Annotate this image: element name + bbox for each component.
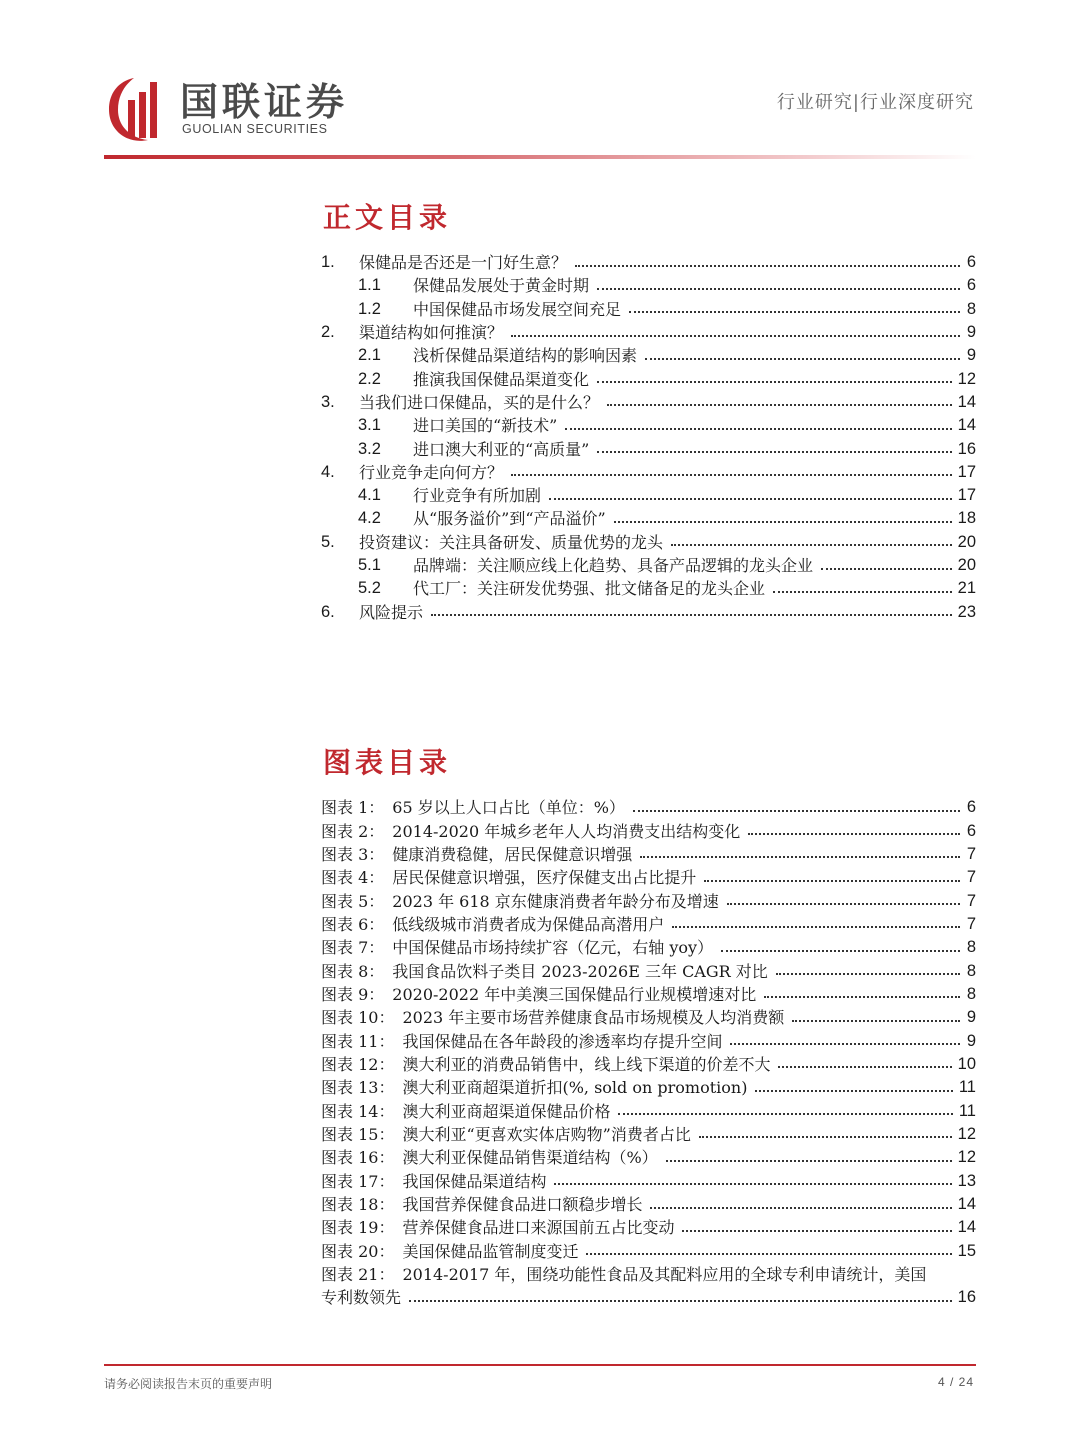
figure-label: 图表 20：: [321, 1241, 395, 1261]
dot-leader: [645, 346, 960, 360]
figure-label: 图表 16：: [321, 1148, 395, 1168]
toc-number: 5.1: [358, 556, 381, 574]
dot-leader: [597, 369, 952, 383]
brand-name-en: GUOLIAN SECURITIES: [182, 122, 328, 136]
dot-leader: [764, 984, 960, 998]
figure-label: 图表 9：: [321, 984, 385, 1004]
dot-leader: [699, 1124, 952, 1138]
brand-name-cn: 国联证券: [180, 80, 349, 124]
figure-title: 2014-2020 年城乡老年人人均消费支出结构变化: [392, 821, 741, 841]
figure-page: 7: [966, 868, 976, 887]
dot-leader: [727, 891, 960, 905]
figure-entry[interactable]: [321, 866, 976, 889]
figure-page: 8: [966, 938, 976, 957]
toc-page: 8: [966, 299, 976, 318]
figure-page: 7: [966, 914, 976, 933]
footer-disclaimer: 请务必阅读报告末页的重要声明: [104, 1377, 273, 1391]
figure-label: 图表 4：: [321, 868, 385, 888]
toc-number: 2.: [321, 323, 335, 342]
toc-entry-title: 渠道结构如何推演？: [359, 323, 504, 343]
figure-label: 图表 10：: [321, 1008, 395, 1028]
toc-entry[interactable]: [321, 461, 976, 484]
figure-entry[interactable]: [321, 1170, 976, 1193]
figure-label: 图表 3：: [321, 844, 385, 864]
figure-title: 中国保健品市场持续扩容（亿元，右轴 yoy）: [392, 938, 714, 958]
figure-title: 美国保健品监管制度变迁: [402, 1241, 579, 1261]
toc-entry-title: 从“服务溢价”到“产品溢价”: [413, 509, 606, 529]
figure-entry-last-line1[interactable]: [321, 1263, 976, 1286]
figure-entry[interactable]: [321, 1099, 976, 1122]
page-indicator: 4 / 24: [937, 1375, 974, 1389]
figure-page: 7: [966, 844, 976, 863]
toc-page: 12: [957, 369, 976, 388]
toc-page: 14: [957, 392, 976, 411]
dot-leader: [773, 579, 952, 593]
dot-leader: [409, 1288, 952, 1302]
toc-page: 17: [957, 462, 976, 481]
figure-label: 图表 21：: [321, 1265, 395, 1285]
toc-number: 3.2: [358, 439, 381, 458]
toc-entry[interactable]: [321, 531, 976, 554]
toc-entry[interactable]: [321, 577, 976, 600]
dot-leader: [607, 392, 952, 406]
toc-entry-title: 行业竞争走向何方？: [359, 462, 504, 482]
toc-entry-title: 代工厂：关注研发优势强、批文储备足的龙头企业: [413, 579, 766, 599]
figure-page: 6: [966, 798, 976, 817]
toc-number: 1.: [321, 253, 335, 272]
toc-entry-title: 进口美国的“新技术”: [413, 416, 558, 436]
figure-title: 低线级城市消费者成为保健品高潜用户: [392, 914, 665, 934]
toc-entry[interactable]: [321, 344, 976, 367]
dot-leader: [614, 509, 952, 523]
toc-entry[interactable]: [321, 507, 976, 530]
figure-title: 2023 年 618 京东健康消费者年龄分布及增速: [392, 891, 719, 911]
footer-divider: [104, 1364, 976, 1366]
figure-title: 我国食品饮料子类目 2023-2026E 三年 CAGR 对比: [392, 961, 768, 981]
figure-page: 9: [966, 1031, 976, 1050]
figure-entry[interactable]: [321, 936, 976, 959]
figure-label: 图表 1：: [321, 798, 385, 818]
dot-leader: [704, 868, 960, 882]
dot-leader: [682, 1218, 951, 1232]
figure-title: 澳大利亚“更喜欢实体店购物”消费者占比: [402, 1124, 691, 1144]
toc-list: [321, 251, 976, 624]
figure-title: 澳大利亚商超渠道折扣(%, sold on promotion): [402, 1078, 748, 1098]
figure-page: 14: [957, 1195, 976, 1214]
dot-leader: [730, 1031, 960, 1045]
figure-page: 11: [958, 1078, 976, 1097]
toc-entry-title: 行业竞争有所加剧: [413, 486, 542, 506]
figure-title: 2020-2022 年中美澳三国保健品行业规模增速对比: [392, 984, 757, 1004]
figure-entry[interactable]: [321, 819, 976, 842]
dot-leader: [672, 914, 960, 928]
figure-entry[interactable]: [321, 1216, 976, 1239]
toc-page: 23: [957, 602, 976, 621]
toc-entry[interactable]: [321, 484, 976, 507]
dot-leader: [597, 276, 960, 290]
dot-leader: [650, 1195, 951, 1209]
toc-entry[interactable]: [321, 298, 976, 321]
figure-label: 图表 8：: [321, 961, 385, 981]
dot-leader: [565, 416, 951, 430]
toc-page: 17: [957, 486, 976, 505]
toc-entry[interactable]: [321, 274, 976, 297]
dot-leader: [586, 1241, 951, 1255]
figure-page: 8: [966, 984, 976, 1003]
figure-page: 16: [957, 1288, 976, 1307]
figure-page: 7: [966, 891, 976, 910]
figure-entry[interactable]: [321, 959, 976, 982]
figure-entry[interactable]: [321, 843, 976, 866]
toc-entry-title: 浅析保健品渠道结构的影响因素: [413, 346, 638, 366]
dot-leader: [671, 532, 952, 546]
toc-entry-title: 品牌端：关注顺应线上化趋势、具备产品逻辑的龙头企业: [413, 556, 814, 575]
figure-entry[interactable]: [321, 1123, 976, 1146]
toc-entry[interactable]: [321, 321, 976, 344]
header-divider: [104, 155, 976, 159]
figure-title: 我国保健品在各年龄段的渗透率均存提升空间: [402, 1031, 723, 1051]
toc-entry[interactable]: [321, 251, 976, 274]
dot-leader: [666, 1148, 952, 1162]
figure-label: 图表 14：: [321, 1101, 395, 1121]
toc-page: 21: [957, 579, 976, 598]
toc-number: 4.1: [358, 486, 381, 505]
dot-leader: [776, 961, 960, 975]
toc-page: 14: [957, 416, 976, 435]
toc-number: 1.1: [358, 276, 381, 295]
toc-entry-title: 进口澳大利亚的“高质量”: [413, 439, 590, 459]
figure-title: 我国保健品渠道结构: [402, 1171, 547, 1191]
figure-label: 图表 5：: [321, 891, 385, 911]
figure-page: 15: [957, 1241, 976, 1260]
toc-entry-title: 中国保健品市场发展空间充足: [413, 299, 622, 319]
figure-page: 10: [957, 1054, 976, 1073]
figure-label: 图表 11：: [321, 1031, 395, 1051]
figure-title: 澳大利亚保健品销售渠道结构（%）: [402, 1148, 658, 1168]
dot-leader: [618, 1101, 952, 1115]
figure-title: 健康消费稳健，居民保健意识增强: [392, 844, 633, 864]
figure-title: 我国营养保健食品进口额稳步增长: [402, 1195, 643, 1215]
figure-title: 65 岁以上人口占比（单位：%）: [392, 798, 625, 818]
toc-page: 6: [966, 253, 976, 272]
dot-leader: [431, 602, 952, 616]
toc-page: 20: [957, 556, 976, 574]
guolian-logo-icon: [104, 74, 166, 146]
figure-entry[interactable]: [321, 1146, 976, 1169]
figure-entry[interactable]: [321, 1193, 976, 1216]
toc-page: 20: [957, 532, 976, 551]
report-type: 行业研究|行业深度研究: [776, 92, 974, 113]
toc-page: 18: [957, 509, 976, 528]
figure-page: 13: [957, 1171, 976, 1190]
toc-entry[interactable]: [321, 554, 976, 577]
figure-entry[interactable]: [321, 889, 976, 912]
toc-number: 5.2: [358, 579, 381, 598]
toc-number: 2.1: [358, 346, 381, 365]
figure-entry[interactable]: [321, 1240, 976, 1263]
toc-number: 4.2: [358, 509, 381, 528]
figure-label: 图表 6：: [321, 914, 385, 934]
toc-entry[interactable]: [321, 600, 976, 623]
figure-page: 12: [957, 1124, 976, 1143]
toc-entry[interactable]: [321, 437, 976, 460]
figure-title: 澳大利亚商超渠道保健品价格: [402, 1101, 611, 1121]
toc-page: 6: [966, 276, 976, 295]
toc-number: 4.: [321, 462, 335, 481]
toc-number: 5.: [321, 532, 335, 551]
toc-title: 正文目录: [323, 201, 452, 234]
figure-label: 图表 19：: [321, 1218, 395, 1238]
figures-title: 图表目录: [323, 746, 452, 779]
dot-leader: [554, 1171, 951, 1185]
figure-entry[interactable]: [321, 913, 976, 936]
toc-entry-title: 保健品是否还是一门好生意？: [359, 253, 568, 273]
figure-title: 营养保健食品进口来源国前五占比变动: [402, 1218, 675, 1238]
toc-entry-title: 推演我国保健品渠道变化: [413, 369, 590, 389]
figure-page: 14: [957, 1218, 976, 1237]
toc-entry[interactable]: [321, 391, 976, 414]
figure-label: 图表 2：: [321, 821, 385, 841]
toc-page: 9: [966, 323, 976, 342]
dot-leader: [629, 299, 960, 313]
figure-entry[interactable]: [321, 1029, 976, 1052]
figure-label: 图表 15：: [321, 1124, 395, 1144]
figure-page: 8: [966, 961, 976, 980]
figure-page: 6: [966, 821, 976, 840]
toc-entry[interactable]: [321, 367, 976, 390]
toc-entry-title: 风险提示: [359, 602, 424, 622]
dot-leader: [821, 556, 952, 570]
figure-title: 2023 年主要市场营养健康食品市场规模及人均消费额: [402, 1008, 785, 1028]
toc-number: 1.2: [358, 299, 381, 318]
figure-page: 12: [957, 1148, 976, 1167]
dot-leader: [778, 1054, 951, 1068]
figure-label: 图表 12：: [321, 1054, 395, 1074]
figure-entry[interactable]: [321, 1006, 976, 1029]
figures-list: [321, 796, 976, 1310]
dot-leader: [633, 798, 960, 812]
dot-leader: [640, 844, 960, 858]
toc-page: 16: [957, 439, 976, 458]
toc-entry-title: 当我们进口保健品，买的是什么？: [359, 392, 600, 412]
figure-page: 9: [966, 1008, 976, 1027]
toc-page: 9: [966, 346, 976, 365]
toc-entry[interactable]: [321, 414, 976, 437]
dot-leader: [755, 1078, 952, 1092]
figure-title: 居民保健意识增强，医疗保健支出占比提升: [392, 868, 697, 888]
figure-label: 图表 13：: [321, 1078, 395, 1098]
figure-title-line1: 2014-2017 年，围绕功能性食品及其配料应用的全球专利申请统计，美国: [402, 1265, 927, 1285]
toc-entry-title: 投资建议：关注具备研发、质量优势的龙头: [359, 532, 664, 552]
figure-entry[interactable]: [321, 983, 976, 1006]
dot-leader: [511, 462, 952, 476]
figure-entry[interactable]: [321, 1076, 976, 1099]
toc-number: 2.2: [358, 369, 381, 388]
dot-leader: [597, 439, 951, 453]
dot-leader: [511, 323, 960, 337]
figure-page: 11: [958, 1101, 976, 1120]
figure-label: 图表 7：: [321, 938, 385, 958]
dot-leader: [792, 1008, 960, 1022]
toc-number: 3.1: [358, 416, 381, 435]
figure-label: 图表 17：: [321, 1171, 395, 1191]
figure-title: 澳大利亚的消费品销售中，线上线下渠道的价差不大: [402, 1054, 771, 1074]
toc-entry-title: 保健品发展处于黄金时期: [413, 276, 590, 296]
figure-title-line2: 专利数领先: [321, 1288, 402, 1308]
toc-number: 3.: [321, 392, 335, 411]
toc-number: 6.: [321, 602, 335, 621]
figure-entry[interactable]: [321, 796, 976, 819]
figure-label: 图表 18：: [321, 1195, 395, 1215]
dot-leader: [549, 486, 952, 500]
dot-leader: [721, 938, 960, 952]
figure-entry[interactable]: [321, 1053, 976, 1076]
dot-leader: [575, 253, 960, 267]
dot-leader: [748, 821, 960, 835]
figure-entry-last-line2[interactable]: [321, 1286, 976, 1309]
